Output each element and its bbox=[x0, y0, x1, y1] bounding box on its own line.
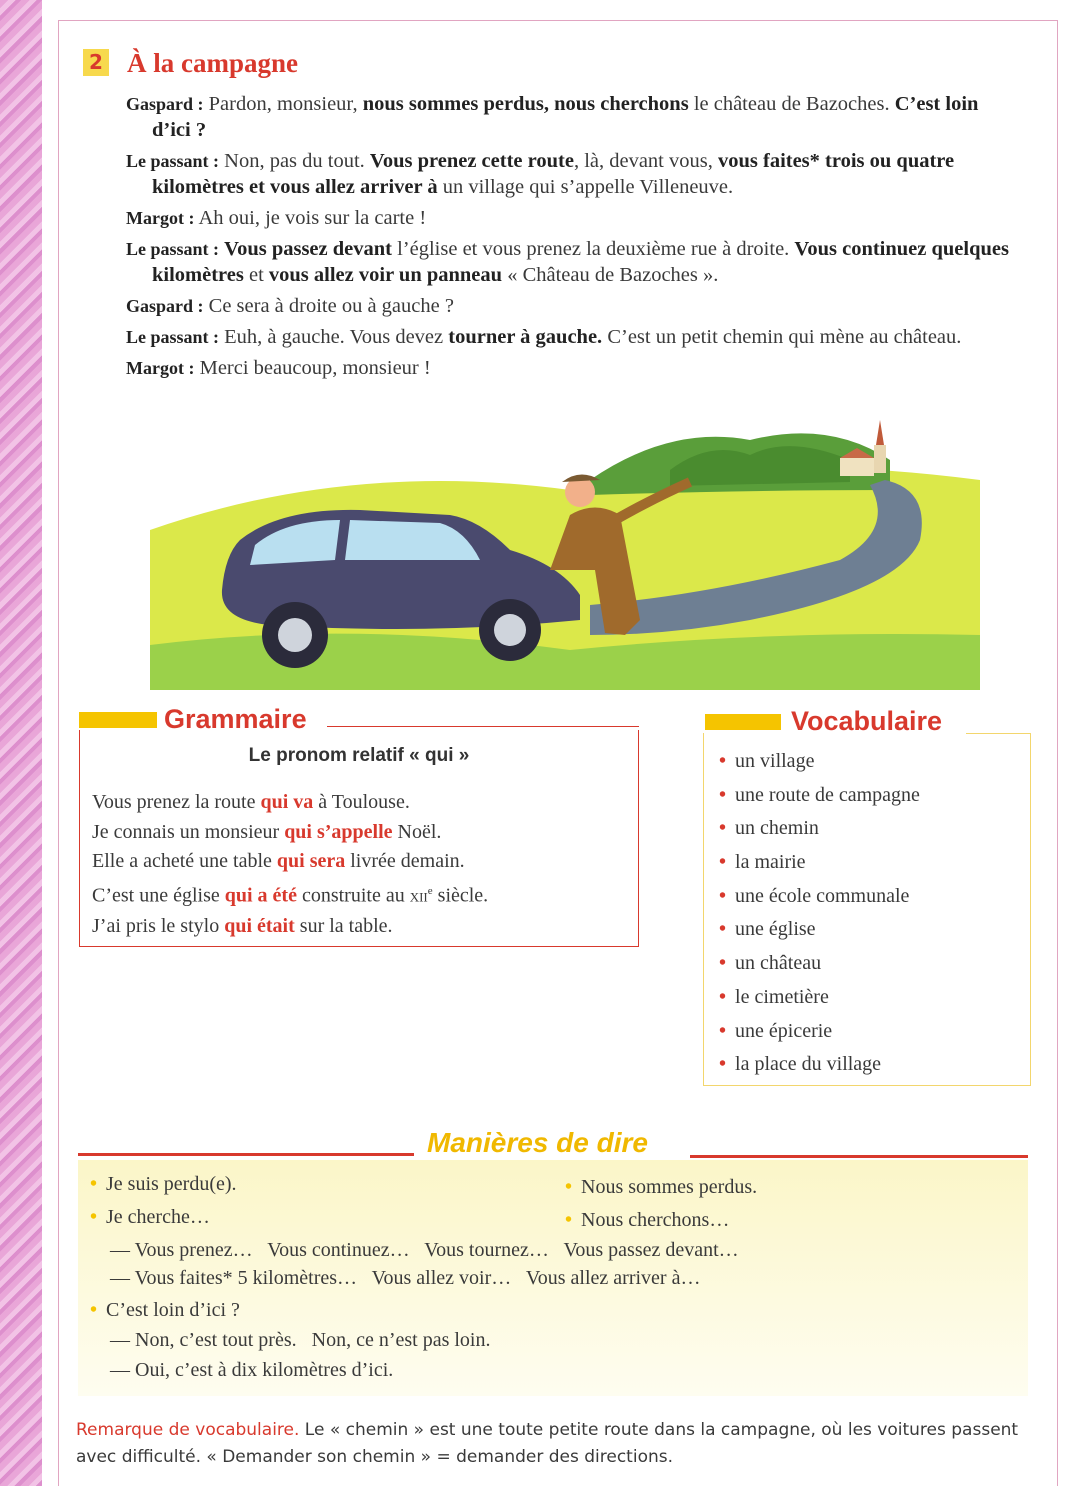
vocabulaire-item: • une école communale bbox=[719, 884, 910, 907]
dialogue-turn bbox=[126, 205, 1016, 231]
bullet: • bbox=[719, 817, 727, 840]
speaker-name: Margot : bbox=[126, 208, 195, 228]
speaker-name: Le passant : bbox=[126, 151, 220, 171]
grammaire-subtitle: Le pronom relatif « qui » bbox=[248, 745, 470, 766]
manieres-item bbox=[565, 1209, 729, 1232]
vocabulaire-item: • un chemin bbox=[719, 817, 819, 840]
remarque-text: Le « chemin » est une toute petite route dans la campagne, où les voitures passent avec difficulté. « Demander son chemin » = demander des directions. bbox=[76, 1420, 1019, 1467]
dialogue-text: Pardon, monsieur, bbox=[203, 93, 363, 115]
relative-clause: qui sera bbox=[276, 850, 346, 872]
bullet: • bbox=[719, 783, 727, 806]
dialogue-text: « Château de Bazoches ». bbox=[502, 264, 719, 286]
bullet: • bbox=[719, 985, 727, 1008]
vocabulaire-item: • une épicerie bbox=[719, 1019, 833, 1042]
dialogue-text: Ah oui, je vois sur la carte ! bbox=[194, 207, 427, 229]
dialogue-text: un village qui s’appelle Villeneuve. bbox=[437, 176, 734, 198]
dialogue-turn bbox=[126, 148, 1016, 200]
grammaire-example: J’ai pris le stylo qui était sur la table. bbox=[92, 914, 393, 937]
lesson-title: À la campagne bbox=[127, 48, 298, 78]
bullet: • bbox=[565, 1209, 573, 1231]
dialogue-text: C’est un petit chemin qui mène au château. bbox=[602, 326, 962, 348]
manieres-item bbox=[90, 1206, 210, 1229]
manieres-phrase: Je suis perdu(e). bbox=[106, 1173, 237, 1195]
vocabulaire-item: • une route de campagne bbox=[719, 783, 920, 806]
bullet: • bbox=[719, 918, 727, 941]
key-phrase: Vous continuez quelques kilomètres bbox=[152, 238, 1009, 286]
dialogue-turn bbox=[126, 324, 1016, 350]
vocabulaire-item: • la mairie bbox=[719, 851, 806, 874]
manieres-item bbox=[90, 1299, 240, 1322]
grammaire-examples bbox=[92, 788, 488, 941]
vocabulaire-item: • le cimetière bbox=[719, 985, 829, 1008]
bullet: • bbox=[719, 750, 727, 772]
manieres-line: — Vous faites* 5 kilomètres… Vous allez voir… Vous allez arriver à… bbox=[110, 1267, 701, 1289]
vocabulaire-item: • une église bbox=[719, 918, 816, 941]
manieres-line: — Vous prenez… Vous continuez… Vous tournez… Vous passez devant… bbox=[110, 1239, 739, 1261]
bullet: • bbox=[565, 1176, 573, 1198]
grammaire-example: Vous prenez la route qui va à Toulouse. bbox=[92, 791, 410, 813]
manieres-title: Manières de dire bbox=[427, 1127, 648, 1158]
grammaire-title-rule bbox=[327, 726, 639, 727]
dialogue-text: et bbox=[243, 264, 269, 286]
manieres-phrase: C’est loin d’ici ? bbox=[106, 1299, 240, 1321]
dialogue-turn bbox=[126, 355, 1016, 381]
vocabulaire-title-bar bbox=[705, 714, 781, 730]
vocabulaire-item: • la place du village bbox=[719, 1053, 882, 1076]
decorative-side-strip bbox=[0, 0, 42, 1486]
dialogue-text: Non, pas du tout. bbox=[219, 150, 370, 172]
dialogue bbox=[126, 91, 1016, 386]
grammaire-box bbox=[79, 730, 639, 947]
key-phrase: vous allez voir un panneau bbox=[268, 264, 503, 286]
manieres-phrase: Nous sommes perdus. bbox=[581, 1176, 758, 1198]
key-phrase: vous faites* trois ou quatre kilomètres et vous allez arriver à bbox=[152, 150, 955, 198]
dialogue-text: Euh, à gauche. Vous devez bbox=[219, 326, 449, 348]
bullet: • bbox=[719, 952, 727, 975]
page-frame-left bbox=[58, 20, 59, 1486]
grammaire-example: Elle a acheté une table qui sera livrée demain. bbox=[92, 850, 465, 872]
speaker-name: Gaspard : bbox=[126, 94, 204, 114]
relative-clause: qui va bbox=[260, 791, 314, 813]
page-frame-right bbox=[1057, 20, 1058, 1486]
grammaire-example: C’est une église qui a été construite au XIIe siècle. bbox=[92, 884, 489, 907]
manieres-phrase: Je cherche… bbox=[106, 1206, 210, 1228]
grammaire-example: Je connais un monsieur qui s’appelle Noël. bbox=[92, 820, 442, 843]
dialogue-turn bbox=[126, 236, 1016, 288]
speaker-name: Le passant : bbox=[126, 327, 220, 347]
key-phrase: Vous prenez cette route bbox=[369, 150, 574, 172]
grammaire-title-bar bbox=[79, 712, 157, 728]
bullet: • bbox=[719, 884, 727, 907]
key-phrase: tourner à gauche. bbox=[448, 326, 603, 348]
dialogue-text: l’église et vous prenez la deuxième rue à droite. bbox=[391, 238, 795, 260]
dialogue-text: Ce sera à droite ou à gauche ? bbox=[203, 295, 454, 317]
dialogue-text: le château de Bazoches. bbox=[688, 93, 895, 115]
bullet: • bbox=[719, 1053, 727, 1076]
relative-clause: qui était bbox=[224, 914, 295, 937]
bullet: • bbox=[90, 1173, 98, 1195]
bullet: • bbox=[90, 1206, 98, 1228]
manieres-phrase: Nous cherchons… bbox=[581, 1209, 730, 1231]
manieres-box bbox=[78, 1160, 1028, 1396]
vocabulaire-box bbox=[703, 733, 1031, 1086]
relative-clause: qui s’appelle bbox=[284, 820, 393, 843]
manieres-rule-left bbox=[78, 1153, 414, 1156]
grammaire-title: Grammaire bbox=[164, 704, 307, 734]
manieres-line: — Oui, c’est à dix kilomètres d’ici. bbox=[110, 1359, 394, 1381]
dialogue-text: Merci beaucoup, monsieur ! bbox=[194, 357, 431, 379]
bullet: • bbox=[90, 1299, 98, 1321]
manieres-rule-right bbox=[690, 1155, 1028, 1158]
lesson-number: 2 bbox=[83, 49, 109, 76]
bullet: • bbox=[719, 1019, 727, 1042]
vocabulaire-item: • un château bbox=[719, 952, 822, 975]
speaker-name: Gaspard : bbox=[126, 296, 204, 316]
page-frame-top bbox=[58, 20, 1058, 21]
bullet: • bbox=[719, 851, 727, 874]
remarque-label: Remarque de vocabulaire. bbox=[76, 1420, 300, 1440]
dialogue-text: , là, devant vous, bbox=[573, 150, 718, 172]
manieres-item bbox=[90, 1173, 237, 1196]
vocabulaire-item: • un village bbox=[719, 750, 815, 772]
key-phrase: nous sommes perdus, nous cherchons bbox=[362, 93, 689, 115]
dialogue-turn bbox=[126, 91, 1016, 143]
relative-clause: qui a été bbox=[224, 884, 297, 907]
manieres-item bbox=[565, 1176, 757, 1199]
key-phrase: C’est loin d’ici ? bbox=[152, 93, 979, 141]
speaker-name: Le passant : bbox=[126, 239, 220, 259]
manieres-line: — Non, c’est tout près. Non, ce n’est pas loin. bbox=[110, 1329, 491, 1351]
speaker-name: Margot : bbox=[126, 358, 195, 378]
vocabulaire-title: Vocabulaire bbox=[791, 706, 943, 736]
vocabulaire-list bbox=[719, 750, 920, 1087]
remarque bbox=[76, 1417, 1026, 1471]
key-phrase: Vous passez devant bbox=[224, 238, 392, 260]
illustration-car-in-countryside bbox=[150, 420, 980, 690]
dialogue-turn bbox=[126, 293, 1016, 319]
